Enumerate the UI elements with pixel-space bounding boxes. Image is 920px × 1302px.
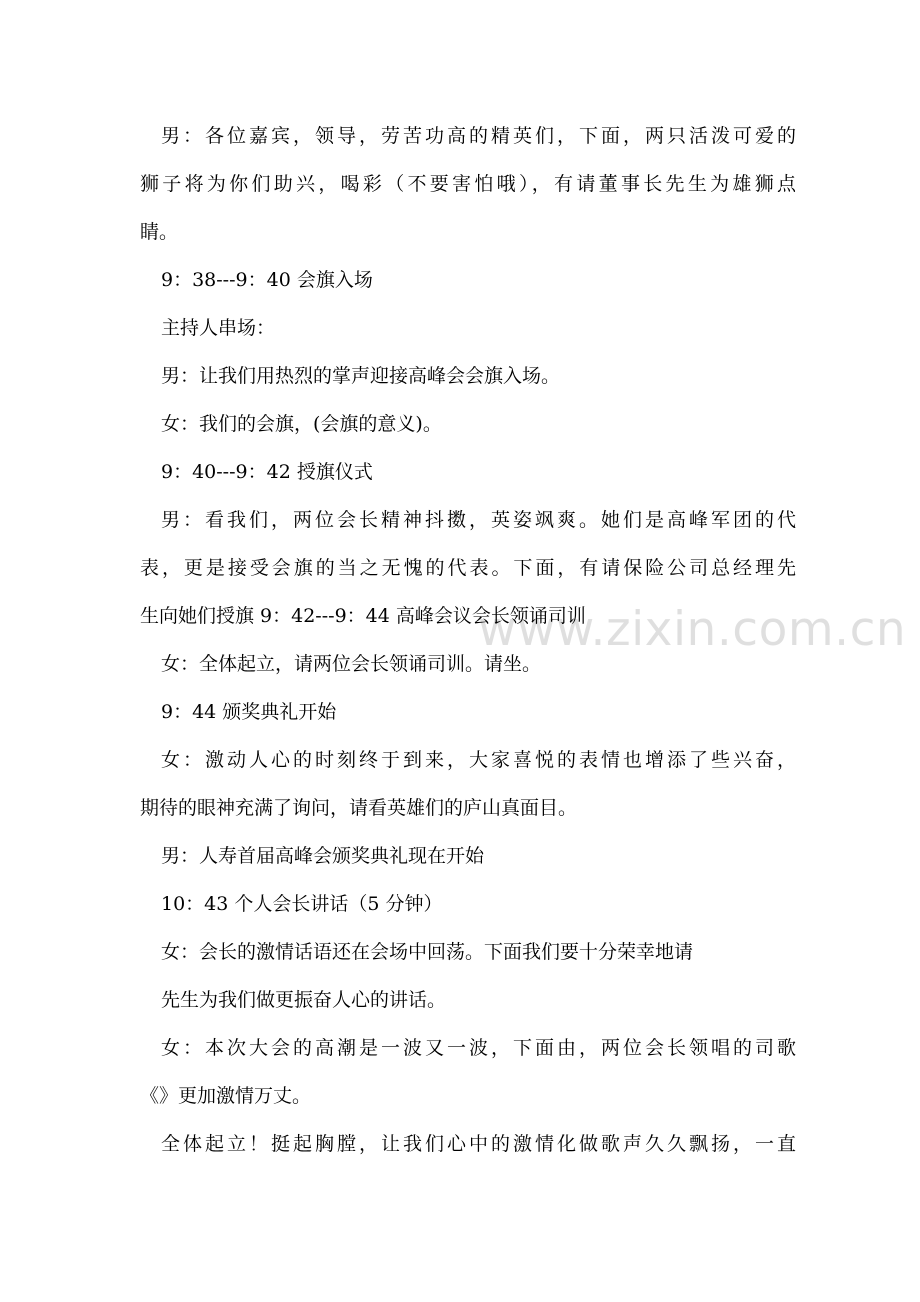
text-line: 女：会长的激情话语还在会场中回荡。下面我们要十分荣幸地请 — [161, 941, 694, 963]
text-line: 全体起立！挺起胸膛，让我们心中的激情化做歌声久久飘扬，一直 — [161, 1133, 796, 1155]
text-line: 男：看我们，两位会长精神抖擞，英姿飒爽。她们是高峰军团的代 — [161, 509, 796, 531]
text-line: 期待的眼神充满了询问，请看英雄们的庐山真面目。 — [140, 797, 578, 819]
text-line: 主持人串场： — [161, 317, 276, 339]
text-line: 男：各位嘉宾，领导，劳苦功高的精英们，下面，两只活泼可爱的 — [161, 125, 796, 147]
text-line: 9：40---9：42 授旗仪式 — [161, 461, 373, 483]
text-line: 女：激动人心的时刻终于到来，大家喜悦的表情也增添了些兴奋， — [161, 749, 796, 771]
text-line: 《》更加激情万丈。 — [140, 1085, 312, 1107]
text-line: 表，更是接受会旗的当之无愧的代表。下面，有请保险公司总经理先 — [140, 557, 796, 579]
text-line: 生向她们授旗 9：42---9：44 高峰会议会长领诵司训 — [140, 605, 586, 627]
text-line: 女：我们的会旗，(会旗的意义)。 — [161, 413, 442, 435]
text-line: 先生为我们做更振奋人心的讲话。 — [161, 989, 447, 1011]
watermark: www.zixin.com.cn — [478, 602, 907, 657]
text-line: 9：44 颁奖典礼开始 — [161, 701, 337, 723]
text-line: 9：38---9：40 会旗入场 — [161, 269, 373, 291]
text-line: 狮子将为你们助兴，喝彩（不要害怕哦），有请董事长先生为雄狮点 — [140, 173, 796, 195]
text-line: 女：全体起立，请两位会长领诵司训。请坐。 — [161, 653, 542, 675]
text-line: 睛。 — [140, 221, 179, 243]
text-line: 10：43 个人会长讲话（5 分钟） — [161, 893, 443, 915]
text-line: 女：本次大会的高潮是一波又一波，下面由，两位会长领唱的司歌 — [161, 1037, 796, 1059]
text-line: 男：人寿首届高峰会颁奖典礼现在开始 — [161, 845, 485, 867]
text-line: 男：让我们用热烈的掌声迎接高峰会会旗入场。 — [161, 365, 561, 387]
document-body — [140, 112, 796, 1168]
